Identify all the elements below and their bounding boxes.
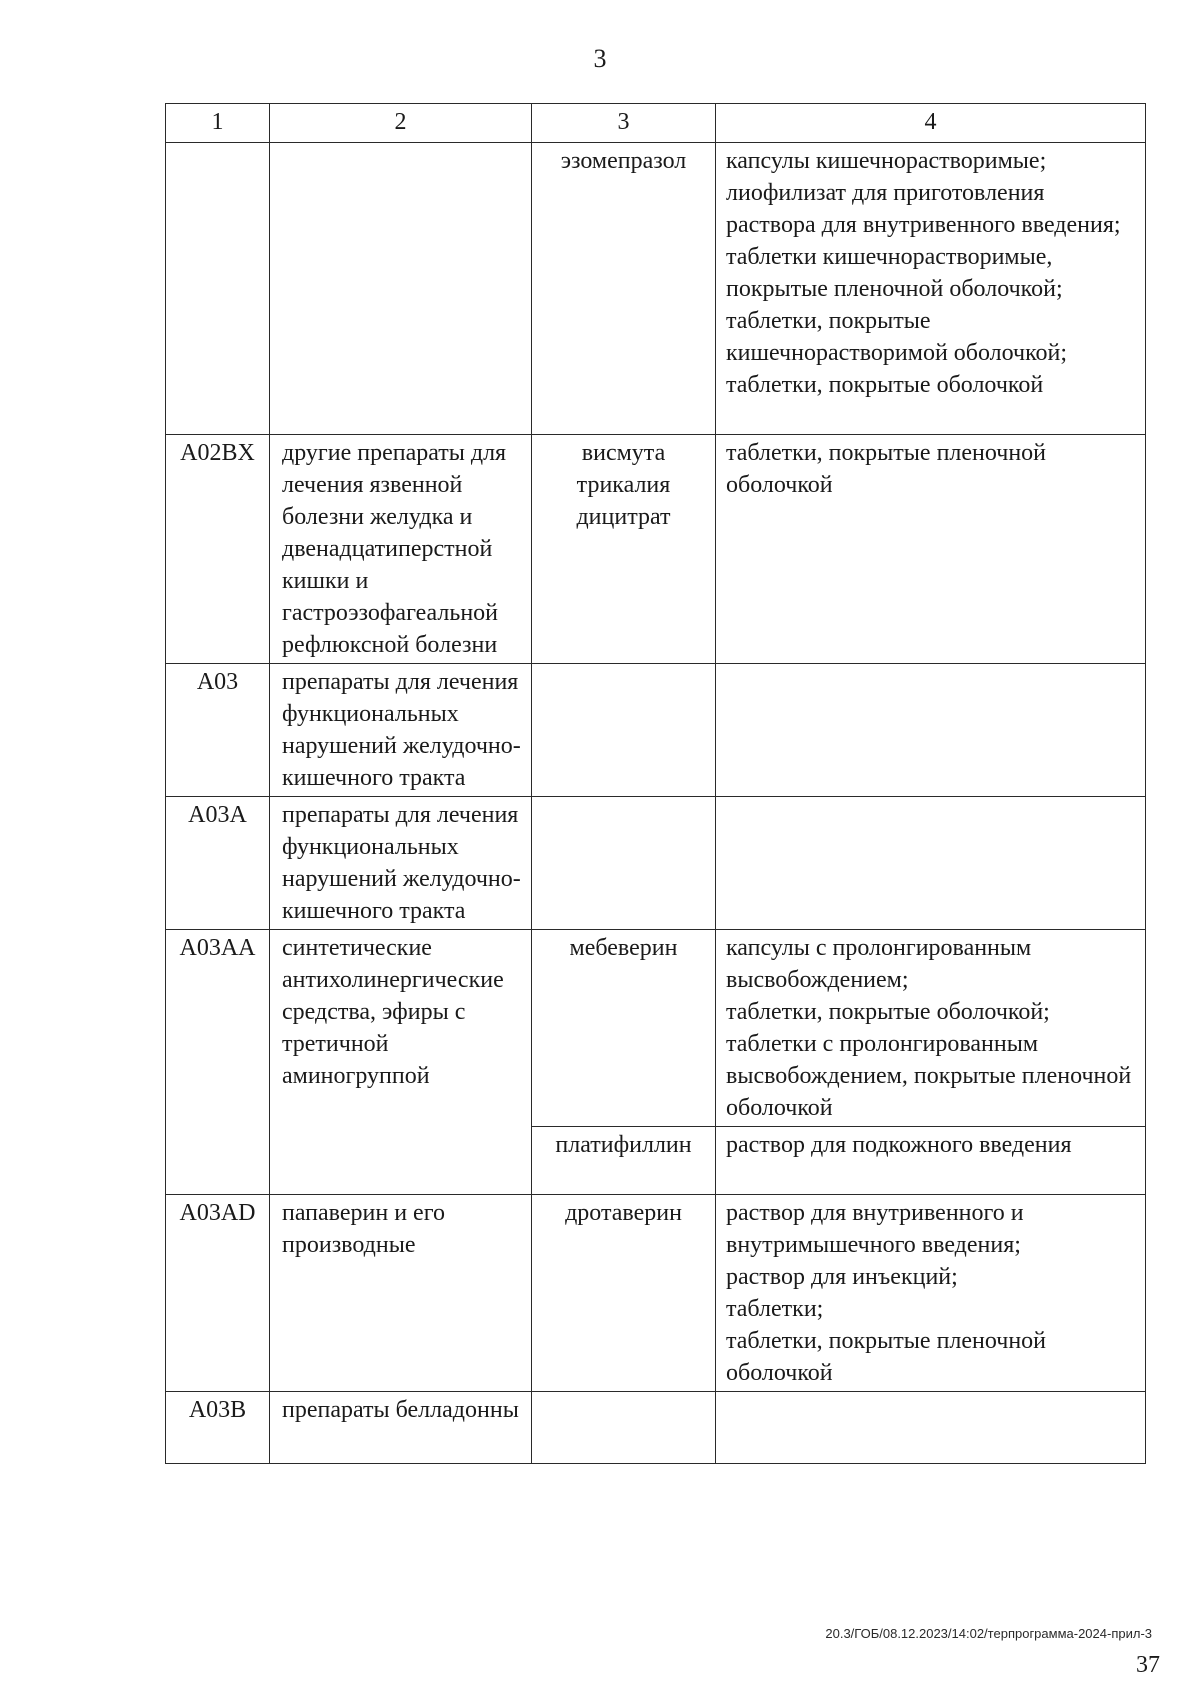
column-header-4: 4	[716, 104, 1146, 143]
dosage-form: раствор для подкожного введения	[726, 1132, 1072, 1158]
atc-code: A03AD	[166, 1195, 270, 1392]
dosage-form: капсулы с пролонгированным высвобождением;	[726, 935, 1032, 993]
drug-table	[165, 103, 1146, 1464]
dosage-form: таблетки с пролонгированным высвобождением, покрытые пленочной оболочкой	[726, 1031, 1132, 1121]
dosage-form: таблетки, покрытые оболочкой;	[726, 999, 1050, 1025]
dosage-forms	[716, 664, 1146, 797]
drug-name	[532, 797, 716, 930]
group-name: препараты для лечения функциональных нарушений желудочно-кишечного тракта	[270, 664, 532, 797]
dosage-form: таблетки, покрытые оболочкой	[726, 372, 1044, 398]
dosage-forms	[716, 930, 1146, 1127]
atc-code: A03B	[166, 1392, 270, 1464]
table-row	[166, 797, 1146, 930]
group-name: папаверин и его производные	[270, 1195, 532, 1392]
dosage-form: таблетки, покрытые пленочной оболочкой	[726, 440, 1047, 498]
table-row	[166, 930, 1146, 1127]
group-name	[270, 143, 532, 435]
dosage-forms	[716, 435, 1146, 664]
atc-code: A02BX	[166, 435, 270, 664]
table-row	[166, 435, 1146, 664]
dosage-form: таблетки кишечнорастворимые, покрытые пленочной оболочкой;	[726, 244, 1063, 302]
table-row	[166, 1195, 1146, 1392]
atc-code: A03AA	[166, 930, 270, 1195]
drug-name: эзомепразол	[532, 143, 716, 435]
dosage-forms	[716, 1195, 1146, 1392]
dosage-form: лиофилизат для приготовления раствора для внутривенного введения;	[726, 180, 1121, 238]
drug-name: платифиллин	[532, 1127, 716, 1195]
dosage-form: таблетки, покрытые пленочной оболочкой	[726, 1328, 1047, 1386]
dosage-form: таблетки;	[726, 1296, 824, 1322]
dosage-forms	[716, 143, 1146, 435]
document-footer-code: 20.3/ГОБ/08.12.2023/14:02/терпрограмма-2024-прил-3	[825, 1626, 1152, 1641]
column-header-1: 1	[166, 104, 270, 143]
group-name: препараты белладонны	[270, 1392, 532, 1464]
drug-name: висмута трикалия дицитрат	[532, 435, 716, 664]
table-row	[166, 143, 1146, 435]
dosage-forms	[716, 797, 1146, 930]
drug-name: дротаверин	[532, 1195, 716, 1392]
page-number-top: 3	[593, 44, 607, 73]
drug-name	[532, 664, 716, 797]
dosage-form: раствор для инъекций;	[726, 1264, 958, 1290]
dosage-form: капсулы кишечнорастворимые;	[726, 148, 1047, 174]
column-header-2: 2	[270, 104, 532, 143]
dosage-forms	[716, 1392, 1146, 1464]
drug-name: мебеверин	[532, 930, 716, 1127]
table-row	[166, 1392, 1146, 1464]
dosage-form: раствор для внутривенного и внутримышечного введения;	[726, 1200, 1024, 1258]
column-header-3: 3	[532, 104, 716, 143]
atc-code: A03A	[166, 797, 270, 930]
table-header-row	[166, 104, 1146, 143]
dosage-form: таблетки, покрытые кишечнорастворимой оболочкой;	[726, 308, 1068, 366]
atc-code: A03	[166, 664, 270, 797]
drug-name	[532, 1392, 716, 1464]
dosage-forms	[716, 1127, 1146, 1195]
group-name: синтетические антихолинергические средства, эфиры с третичной аминогруппой	[270, 930, 532, 1195]
table-row	[166, 664, 1146, 797]
page-number-bottom: 37	[1136, 1652, 1160, 1678]
group-name: препараты для лечения функциональных нарушений желудочно-кишечного тракта	[270, 797, 532, 930]
group-name: другие препараты для лечения язвенной болезни желудка и двенадцатиперстной кишки и гастроэзофагеальной рефлюксной болезни	[270, 435, 532, 664]
atc-code	[166, 143, 270, 435]
